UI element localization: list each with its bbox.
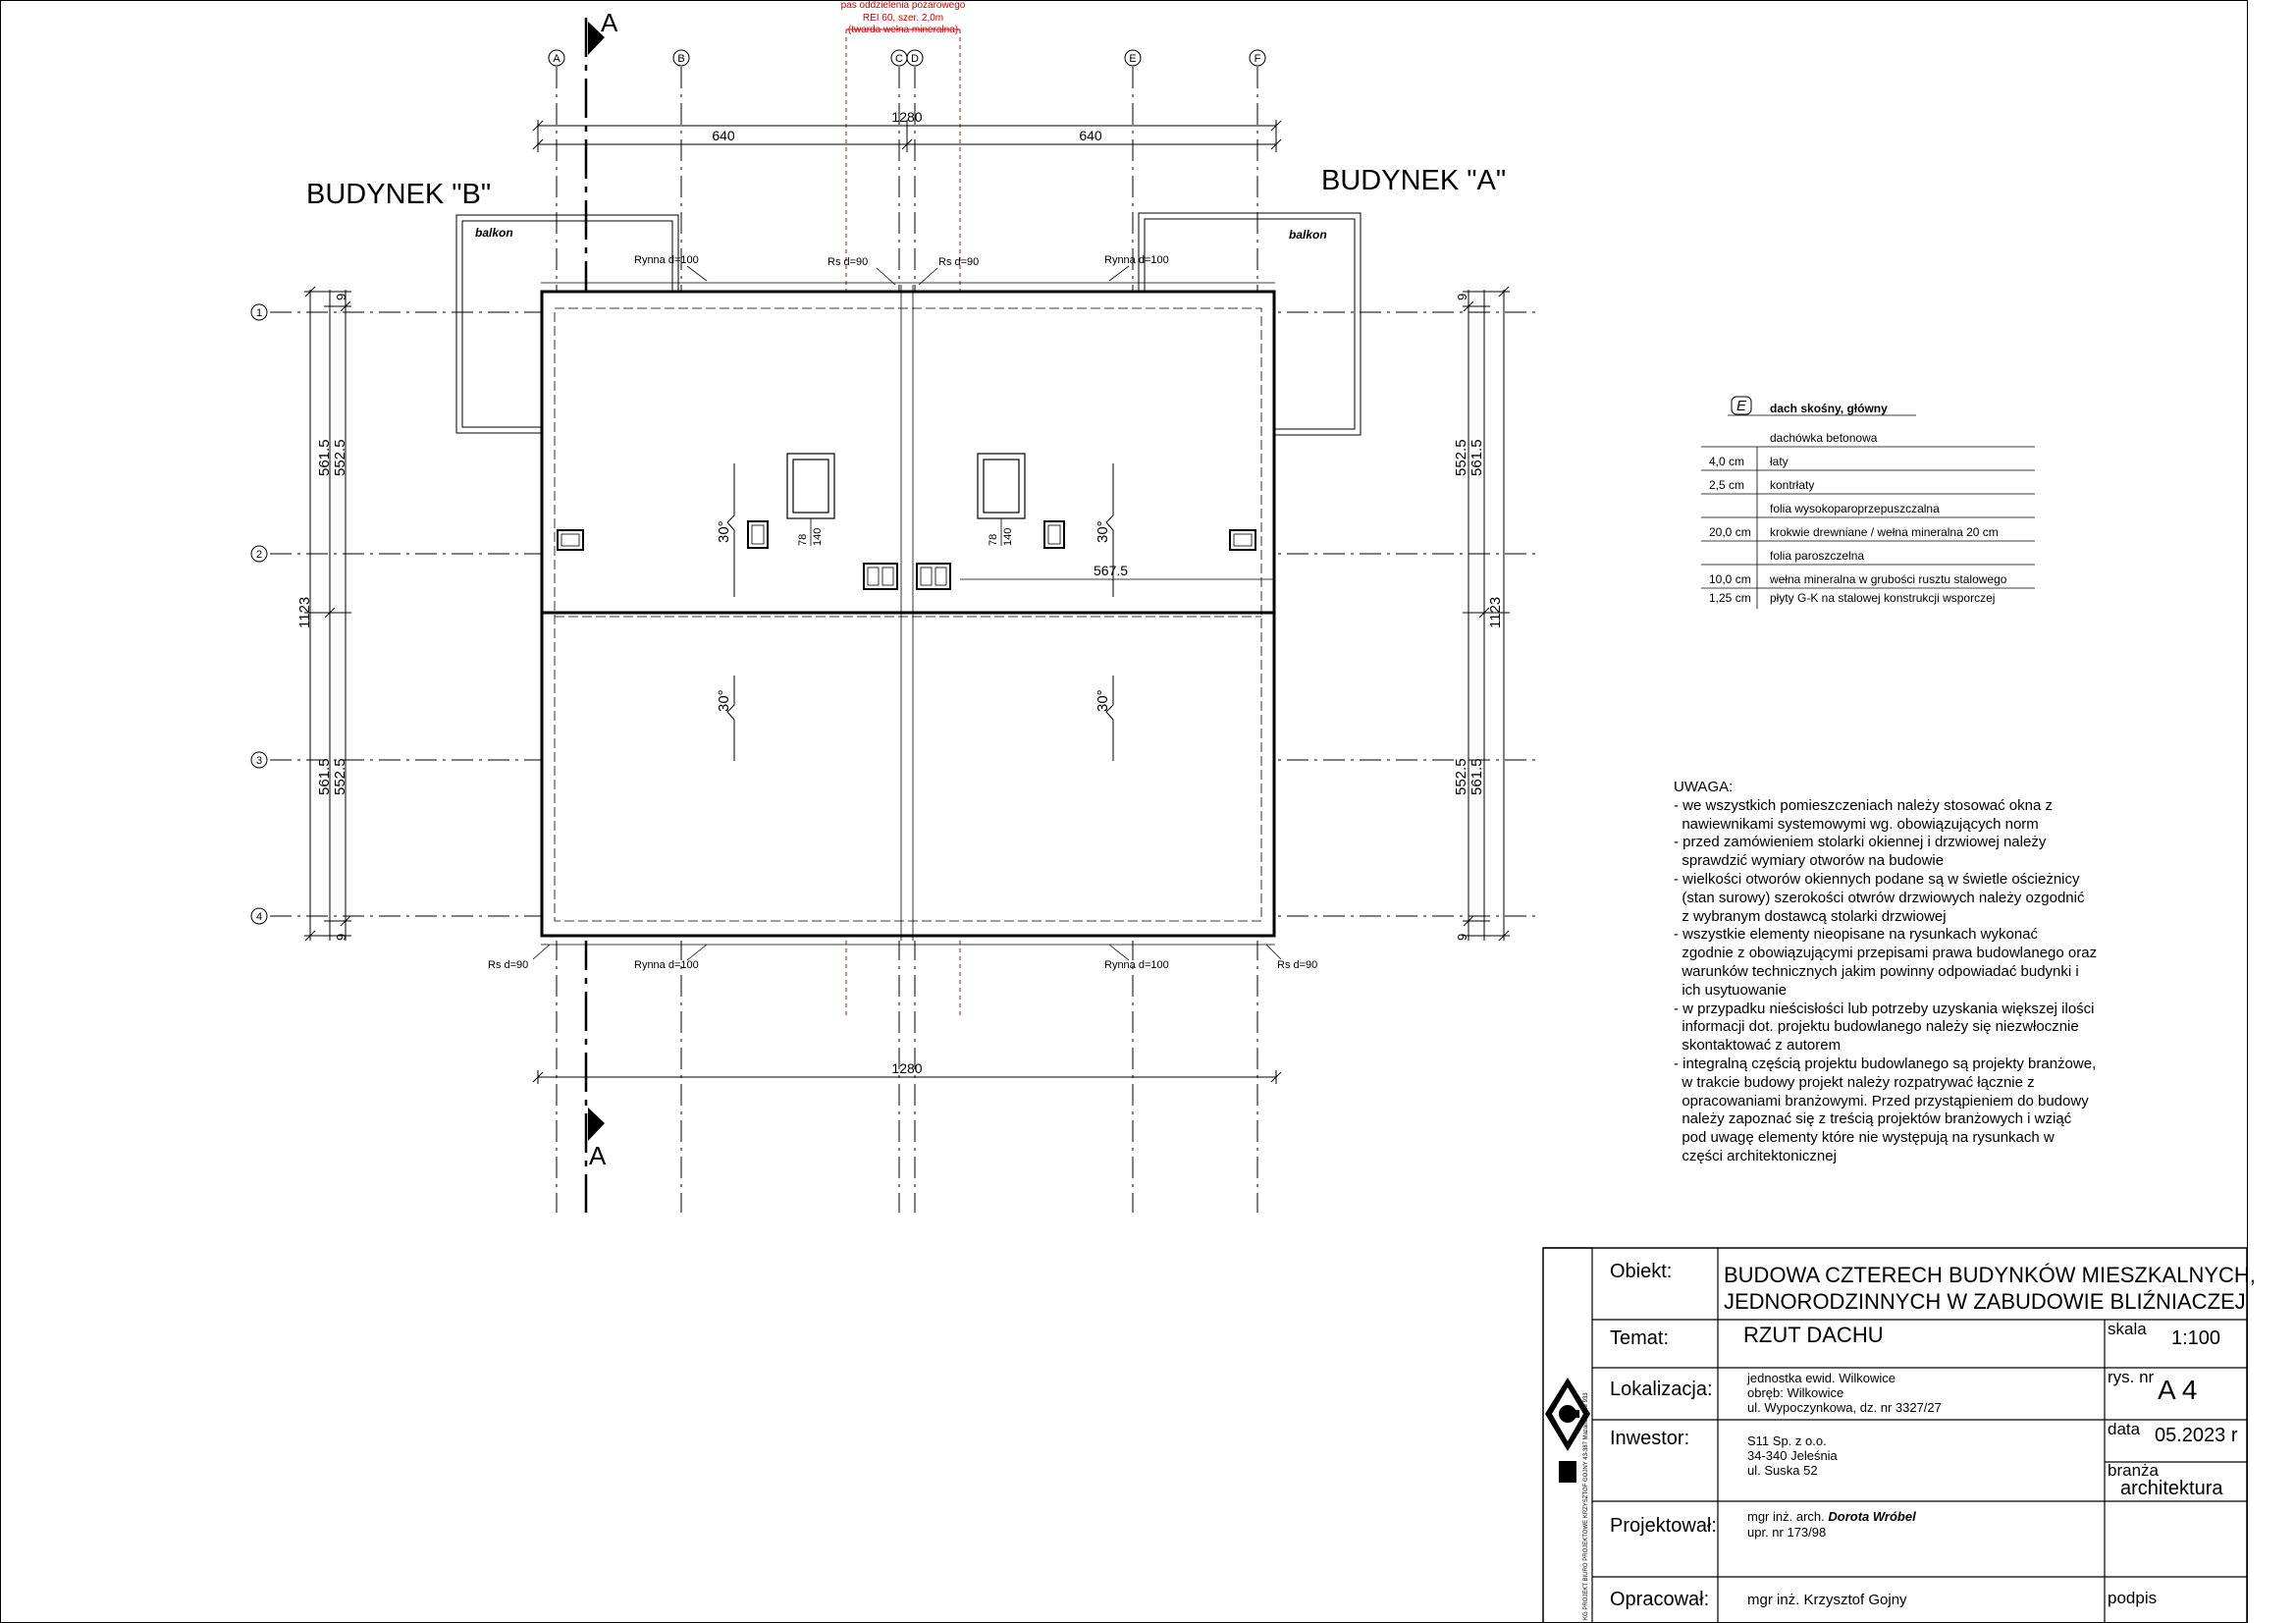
tb-inw-line2: 34-340 Jeleśnia (1747, 1448, 1838, 1463)
tb-branza: architektura (2120, 1478, 2223, 1499)
company-side-text: KG PROJEKT BIURO PROJEKTOWE KRZYSZTOF GOJNY 43-387 Mazańcowice 933 (1583, 1392, 1589, 1620)
section-mark-top: A (601, 8, 618, 37)
layer-name: łaty (1770, 455, 1789, 468)
axis-letter-a: A (553, 53, 561, 65)
layer-name: wełna mineralna w grubości rusztu stalowego (1770, 572, 2007, 586)
axis-bubbles-letters (549, 50, 1265, 66)
layer-name: dachówka betonowa (1770, 431, 1878, 445)
rs-bottom-left: Rs d=90 (488, 959, 529, 971)
dims-right (1453, 294, 1504, 941)
note-line: informacji dot. projektu budowlanego należy się niezwłocznie (1674, 1018, 2079, 1036)
layer-name: krokwie drewniane / wełna mineralna 20 cm (1770, 525, 1999, 539)
svg-text:9: 9 (1455, 933, 1469, 941)
layer-thickness: 4,0 cm (1709, 455, 1745, 468)
axis-letter-f: F (1254, 53, 1261, 65)
note-line: ich usytuowanie (1674, 981, 1788, 999)
axis-letter-c: C (895, 53, 903, 65)
axis-numbers (256, 307, 262, 923)
svg-text:140: 140 (1002, 527, 1014, 546)
tb-branza-label: branża (2108, 1461, 2159, 1480)
dim-right-552a: 552.5 (1453, 439, 1469, 476)
layer-thickness: 20,0 cm (1709, 525, 1751, 539)
layer-thickness: 10,0 cm (1709, 572, 1751, 586)
axis-bubbles-numbers (251, 304, 267, 924)
tb-proj-prefix: mgr inż. arch. (1747, 1509, 1829, 1524)
dim-right-552b: 552.5 (1453, 758, 1469, 795)
svg-text:(twarda wełna mineralna): (twarda wełna mineralna) (847, 25, 959, 35)
note-line: z wybranym dostawcą stolarki drzwiowej (1674, 907, 1947, 925)
note-line: sprawdzić wymiary otworów na budowie (1674, 852, 1945, 870)
axis-number-2: 2 (255, 549, 263, 561)
note-line: warunków technicznych jakim powinny odpowiadać budynki i (1674, 962, 2079, 980)
note-line: pod uwagę elementy które nie występują na rysunkach w (1674, 1129, 2055, 1147)
axis-number-1: 1 (255, 307, 263, 319)
tb-obiekt-line1: BUDOWA CZTERECH BUDYNKÓW MIESZKALNYCH, (1724, 1263, 2256, 1287)
tb-inw-line1: S11 Sp. z o.o. (1747, 1434, 1827, 1448)
section-mark-bottom: A (589, 1141, 607, 1170)
dim-total-bottom: 1280 (891, 1060, 923, 1076)
note-line: - we wszystkich pomieszczeniach należy stosować okna z (1674, 796, 2053, 814)
note-line: skontaktować z autorem (1674, 1037, 1842, 1055)
dim-right-561b: 561.5 (1468, 758, 1485, 795)
svg-text:30°: 30° (1095, 689, 1111, 712)
note-line: części architektonicznej (1674, 1147, 1837, 1164)
layer-name: folia paroszczelna (1770, 549, 1865, 563)
notes-block (1674, 779, 2097, 1166)
svg-text:78: 78 (797, 533, 809, 546)
dim-left-561b: 561.5 (316, 758, 333, 795)
note-line: (stan surowy) szerokości otwrów drzwiowych należy ozgodnić (1674, 889, 2085, 906)
note-line: należy zapoznać się z treścią projektów branżowych i wziąć (1674, 1110, 2072, 1128)
rynna-top-left: Rynna d=100 (634, 254, 699, 266)
notes-title: UWAGA: (1674, 779, 1734, 795)
layer-thickness: 1,25 cm (1709, 591, 1751, 605)
tb-obiekt-label: Obiekt: (1610, 1261, 1673, 1282)
svg-text:140: 140 (812, 527, 824, 546)
svg-text:REI 60, szer. 2,0m: REI 60, szer. 2,0m (862, 13, 944, 24)
axis-letter-d: D (911, 53, 919, 65)
layer-thickness: 2,5 cm (1709, 478, 1745, 492)
tb-inw-line3: ul. Suska 52 (1747, 1463, 1818, 1478)
balcony-right-label: balkon (1289, 228, 1327, 242)
tb-lok-line1: jednostka ewid. Wilkowice (1747, 1371, 1896, 1385)
svg-text:9: 9 (334, 293, 348, 300)
note-line: - wszystkie elementy nieopisane na rysunkach wykonać (1674, 926, 2039, 944)
layer-symbol: E (1736, 398, 1747, 414)
dim-567: 567.5 (1094, 563, 1129, 578)
dim-left-561a: 561.5 (316, 439, 333, 476)
svg-text:pas oddzielenia pożarowego: pas oddzielenia pożarowego (840, 0, 966, 11)
note-line: w trakcie budowy projekt należy rozpatrywać łącznie z (1674, 1073, 2035, 1091)
tb-lokalizacja-label: Lokalizacja: (1610, 1379, 1713, 1400)
note-line: - w przypadku nieścisłości lub potrzeby uzyskania większej ilości (1674, 1000, 2095, 1017)
svg-text:30°: 30° (1095, 520, 1111, 543)
note-line: opracowaniami branżowymi. Przed przystąpieniem do budowy (1674, 1092, 2089, 1109)
tb-lok-line3: ul. Wypoczynkowa, dz. nr 3327/27 (1747, 1400, 1942, 1415)
dim-right-561a: 561.5 (1468, 439, 1485, 476)
rs-top-left: Rs d=90 (828, 256, 869, 268)
svg-text:78: 78 (988, 533, 999, 546)
rynna-top-right: Rynna d=100 (1104, 254, 1169, 266)
axis-letter-e: E (1129, 53, 1137, 65)
tb-projektowal-label: Projektował: (1610, 1515, 1717, 1537)
layer-name: kontrłaty (1770, 478, 1815, 492)
rs-bottom-right: Rs d=90 (1277, 959, 1318, 971)
tb-rys: A 4 (2158, 1375, 2198, 1405)
balcony-left-label: balkon (475, 226, 513, 240)
dim-half-right: 640 (1079, 128, 1102, 143)
tb-proj-name: Dorota Wróbel (1828, 1509, 1916, 1524)
tb-podpis-label: podpis (2108, 1589, 2158, 1607)
dim-left-total: 1123 (296, 596, 313, 628)
dim-right-total: 1123 (1487, 596, 1504, 628)
tb-temat-label: Temat: (1610, 1327, 1670, 1349)
layer-name: folia wysokoparoprzepuszczalna (1770, 502, 1940, 515)
svg-text:9: 9 (1455, 293, 1469, 300)
tb-inwestor-label: Inwestor: (1610, 1428, 1690, 1449)
dim-total-top: 1280 (891, 109, 923, 125)
dims-left (296, 294, 348, 941)
axis-letter-b: B (677, 53, 685, 65)
tb-proj-line2: upr. nr 173/98 (1747, 1525, 1827, 1540)
note-line: zgodnie z obowiązującymi przepisami prawa budowlanego oraz (1674, 945, 2098, 962)
note-line: - wielkości otworów okiennych podane są w świetle ościeżnicy (1674, 870, 2080, 888)
svg-text:30°: 30° (716, 520, 732, 543)
note-line: - integralną częścią projektu budowlanego są projekty branżowe, (1674, 1055, 2097, 1072)
fire-strip-label (841, 0, 966, 35)
tb-data: 05.2023 r (2155, 1425, 2238, 1446)
svg-text:30°: 30° (716, 689, 732, 712)
building-b-title: BUDYNEK "B" (306, 179, 492, 210)
tb-skala: 1:100 (2171, 1327, 2221, 1349)
axis-number-4: 4 (255, 911, 263, 923)
dim-half-left: 640 (712, 128, 735, 143)
tb-data-label: data (2108, 1420, 2141, 1438)
layer-title: dach skośny, główny (1770, 402, 1888, 415)
layer-name: płyty G-K na stalowej konstrukcji wsporczej (1770, 591, 1996, 605)
note-line: nawiewnikami systemowymi wg. obowiązujących norm (1674, 815, 2039, 833)
building-a-title: BUDYNEK "A" (1321, 165, 1507, 196)
tb-skala-label: skala (2108, 1320, 2147, 1338)
dim-left-552a: 552.5 (332, 439, 348, 476)
note-line: - przed zamówieniem stolarki okiennej i drzwiowej należy (1674, 834, 2047, 851)
tb-temat: RZUT DACHU (1743, 1323, 1884, 1347)
rynna-bottom-left: Rynna d=100 (634, 959, 699, 971)
svg-text:9: 9 (334, 933, 348, 941)
dim-left-552b: 552.5 (332, 758, 348, 795)
tb-proj-line1 (1747, 1509, 1916, 1524)
tb-lok-line2: obręb: Wilkowice (1747, 1385, 1844, 1400)
tb-opracowal: mgr inż. Krzysztof Gojny (1747, 1592, 1907, 1608)
rynna-bottom-right: Rynna d=100 (1104, 959, 1169, 971)
tb-opracowal-label: Opracował: (1610, 1589, 1710, 1610)
rs-top-right: Rs d=90 (938, 256, 980, 268)
tb-obiekt-line2: JEDNORODZINNYCH W ZABUDOWIE BLIŹNIACZEJ (1724, 1289, 2246, 1314)
axis-number-3: 3 (255, 755, 263, 767)
tb-rys-label: rys. nr (2108, 1368, 2155, 1386)
